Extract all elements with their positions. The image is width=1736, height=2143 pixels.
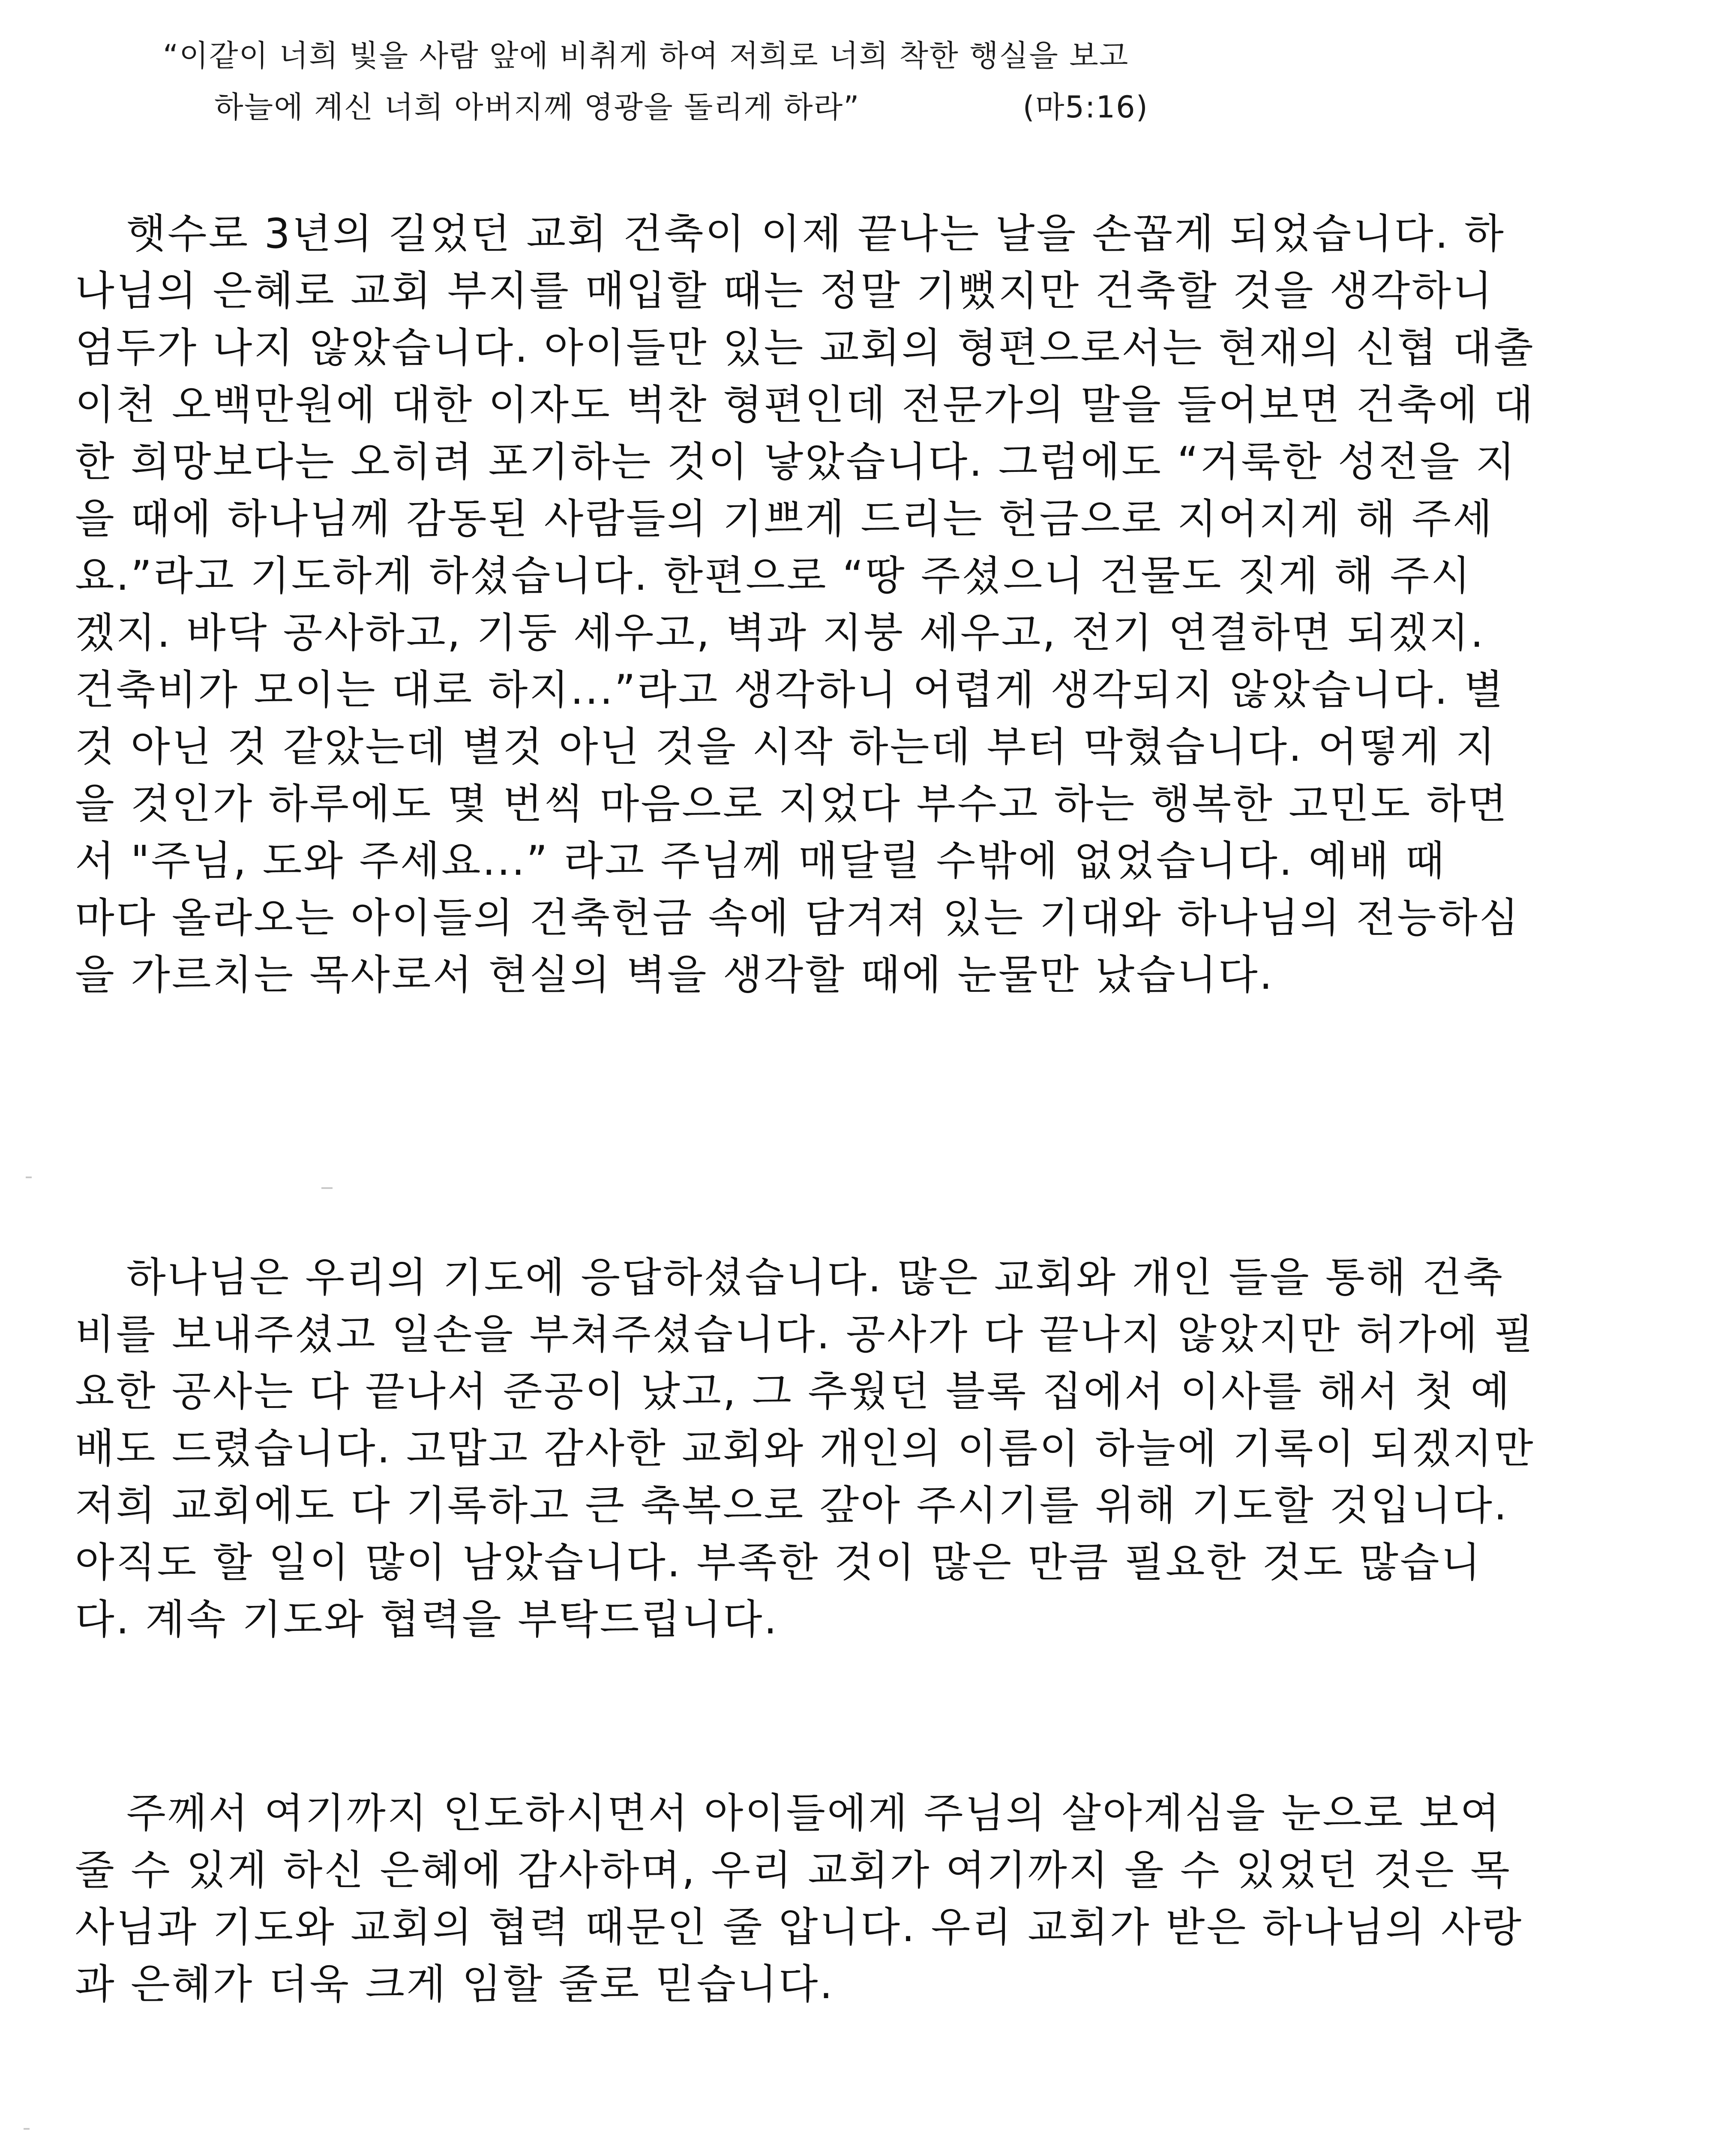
verse-line-1: “이같이 너희 빛을 사람 앞에 비취게 하여 저희로 너희 착한 행실을 보고 (163, 38, 1129, 73)
paragraph-line: 비를 보내주셨고 일손을 부쳐주셨습니다. 공사가 다 끝나지 않았지만 허가에 필 (75, 1311, 1535, 1358)
paragraph-line: 을 때에 하나님께 감동된 사람들의 기쁘게 드리는 헌금으로 지어지게 해 주세 (75, 495, 1494, 543)
paragraph-line: 요.”라고 기도하게 하셨습니다. 한편으로 “땅 주셨으니 건물도 짓게 해 주시 (75, 552, 1472, 600)
paragraph-line: 하나님은 우리의 기도에 응답하셨습니다. 많은 교회와 개인 들을 통해 건축 (126, 1254, 1505, 1301)
verse-line-2-text: 하늘에 계신 너희 아버지께 영광을 돌리게 하라” (214, 90, 860, 125)
paragraph-line: 한 희망보다는 오히려 포기하는 것이 낳았습니다. 그럼에도 “거룩한 성전을 지 (75, 438, 1517, 486)
paragraph-line: 아직도 할 일이 많이 남았습니다. 부족한 것이 많은 만큼 필요한 것도 많습니 (75, 1539, 1482, 1586)
paragraph-line: 사님과 기도와 교회의 협력 때문인 줄 압니다. 우리 교회가 받은 하나님의 사랑 (75, 1904, 1523, 1951)
paragraph-line: 서 "주님, 도와 주세요...” 라고 주님께 매달릴 수밖에 없었습니다. 예배 때 (75, 837, 1446, 885)
verse-line-2 (163, 81, 1577, 133)
paragraph-line: 다. 계속 기도와 협력을 부탁드립니다. (75, 1596, 779, 1643)
paragraph-line: 것 아닌 것 같았는데 별것 아닌 것을 시작 하는데 부터 막혔습니다. 어떻게 지 (75, 723, 1497, 771)
scripture-verse (163, 30, 1577, 133)
paragraph-line: 이천 오백만원에 대한 이자도 벅찬 형편인데 전문가의 말을 들어보면 건축에 대 (75, 381, 1535, 429)
paragraph-line: 겠지. 바닥 공사하고, 기둥 세우고, 벽과 지붕 세우고, 전기 연결하면 되겠지. (75, 609, 1485, 657)
paragraph-line: 주께서 여기까지 인도하시면서 아이들에게 주님의 살아계심을 눈으로 보여 (126, 1790, 1502, 1837)
paragraph-line: 을 것인가 하루에도 몇 번씩 마음으로 지었다 부수고 하는 행복한 고민도 하면 (75, 780, 1509, 828)
paragraph-line: 엄두가 나지 않았습니다. 아이들만 있는 교회의 형편으로서는 현재의 신협 대출 (75, 324, 1535, 372)
scan-speck (24, 2128, 30, 2130)
paragraph-line: 요한 공사는 다 끝나서 준공이 났고, 그 추웠던 블록 집에서 이사를 해서 첫 예 (75, 1368, 1511, 1415)
paragraph-1 (75, 206, 1661, 1004)
paragraph-line: 마다 올라오는 아이들의 건축헌금 속에 담겨져 있는 기대와 하나님의 전능하심 (75, 894, 1520, 942)
paragraph-2 (75, 1249, 1661, 1648)
paragraph-line: 나님의 은혜로 교회 부지를 매입할 때는 정말 기뻤지만 건축할 것을 생각하니 (75, 267, 1494, 315)
paragraph-3 (75, 1785, 1661, 2013)
paragraph-line: 건축비가 모이는 대로 하지...”라고 생각하니 어렵게 생각되지 않았습니다. 별 (75, 666, 1505, 714)
scan-speck (321, 1187, 333, 1189)
paragraph-line: 저희 교회에도 다 기록하고 큰 축복으로 갚아 주시기를 위해 기도할 것입니다. (75, 1482, 1509, 1529)
paragraph-line: 과 은혜가 더욱 크게 임할 줄로 믿습니다. (75, 1961, 834, 2008)
paragraph-line: 햇수로 3년의 길었던 교회 건축이 이제 끝나는 날을 손꼽게 되었습니다. 하 (126, 210, 1505, 258)
paragraph-line: 을 가르치는 목사로서 현실의 벽을 생각할 때에 눈물만 났습니다. (75, 951, 1274, 999)
paragraph-line: 배도 드렸습니다. 고맙고 감사한 교회와 개인의 이름이 하늘에 기록이 되겠지만 (75, 1425, 1535, 1472)
paragraph-line: 줄 수 있게 하신 은혜에 감사하며, 우리 교회가 여기까지 올 수 있었던 것은 목 (75, 1847, 1511, 1894)
scan-speck (26, 1177, 32, 1178)
verse-reference: (마5:16) (1022, 90, 1148, 125)
